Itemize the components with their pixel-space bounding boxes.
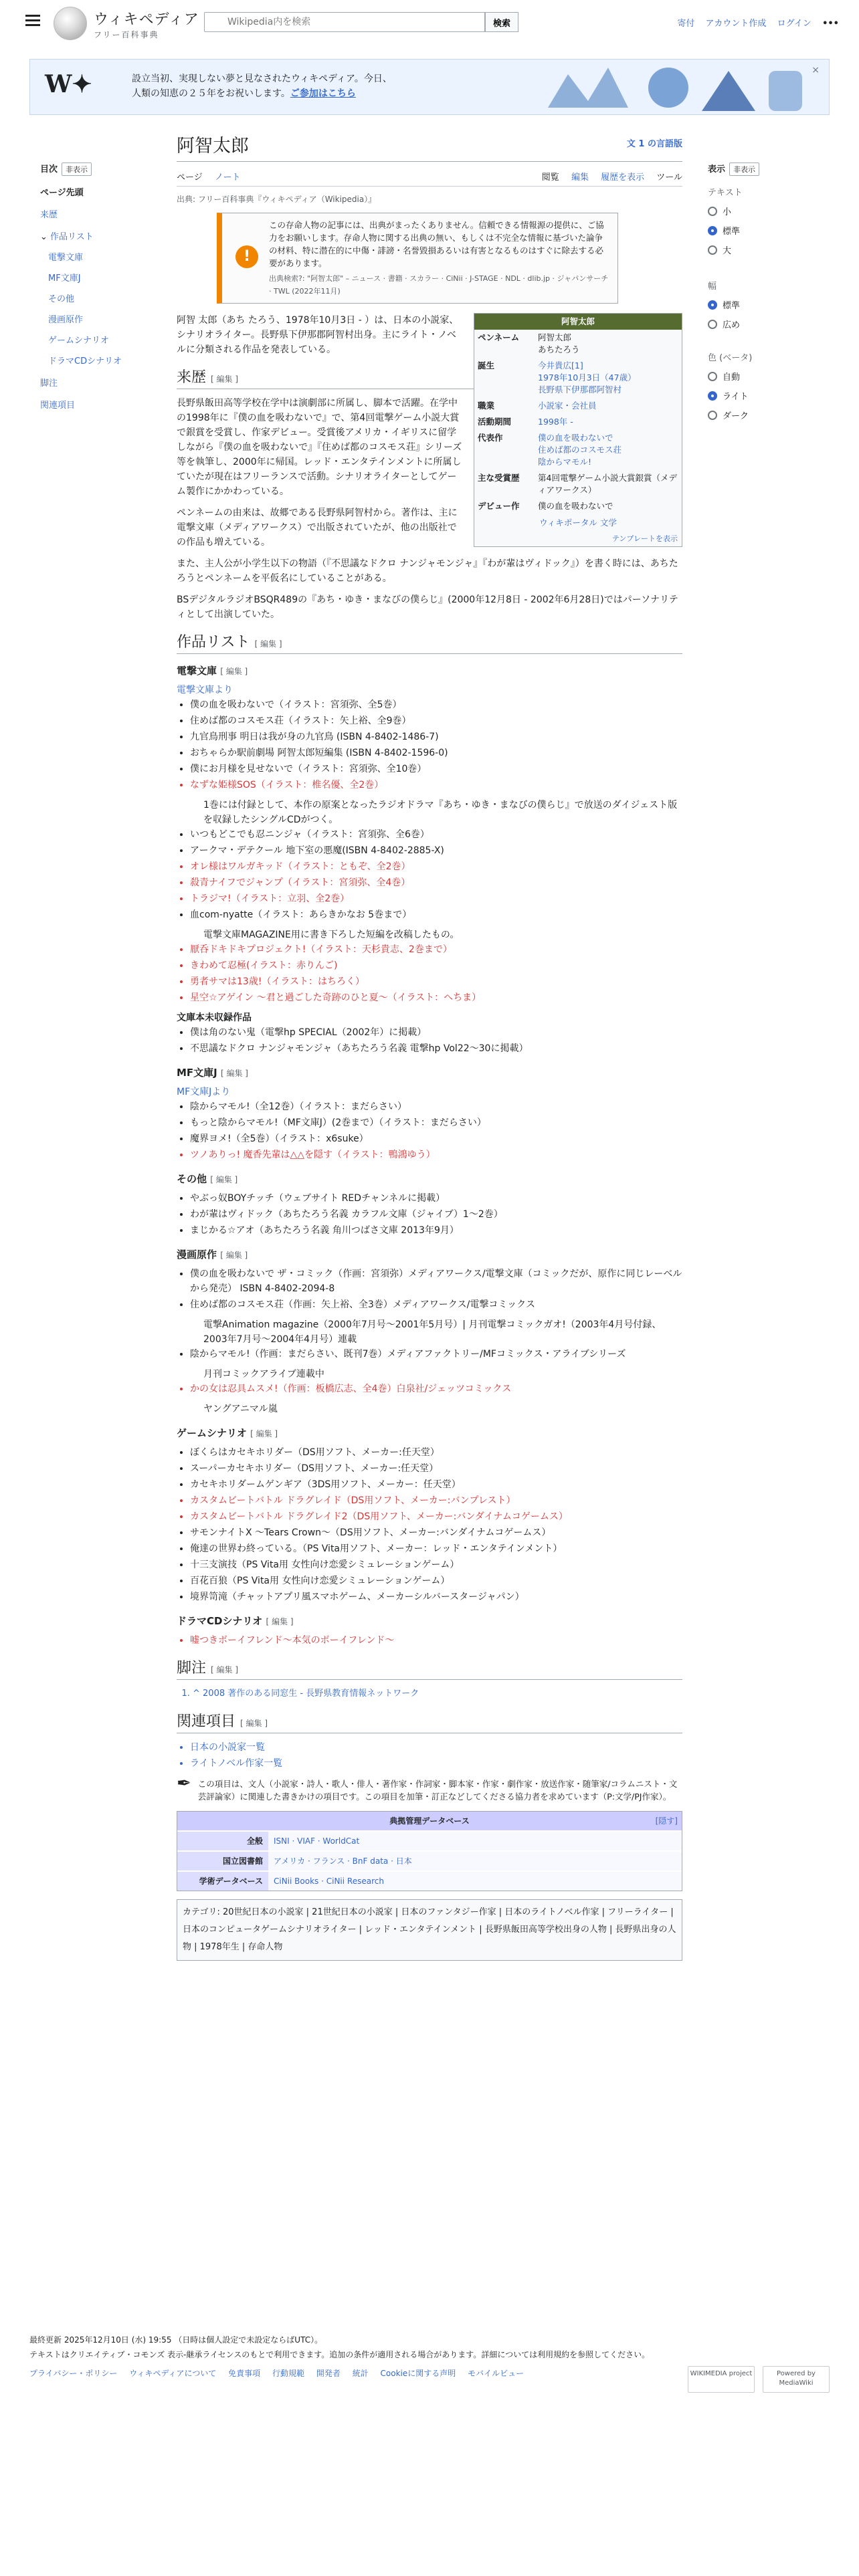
footer-link[interactable]: 行動規範 [272,2369,305,2378]
quill-icon: ✒ [177,1774,191,1794]
search-box [204,12,518,32]
list-item[interactable]: • まじかる☆アオ（あちたろう名義 角川つばさ文庫 2013年9月） [190,1223,682,1238]
list-note: 月刊コミックアライブ連載中 [203,1369,324,1380]
list-item[interactable]: • 星空☆アゲイン 〜君と過ごした奇跡のひと夏〜（イラスト：へちま） [190,990,682,1005]
history-heading: 来歴 [ 編集 ] [177,370,682,389]
wikimedia-badge[interactable]: WIKIMEDIA project [688,2366,755,2393]
toc-item-other[interactable]: その他 [48,294,75,304]
tab-page[interactable]: ページ [177,173,203,183]
source-line: 出典: フリー百科事典『ウィキペディア（Wikipedia）』 [177,195,377,204]
list-item[interactable]: • アークマ・デテクール 地下室の悪魔(ISBN 4-8402-2885-X) [190,843,682,858]
footer-link[interactable]: Cookieに関する声明 [380,2369,456,2378]
toc-item-manga[interactable]: 漫画原作 [48,315,84,325]
toc-item-top[interactable]: ページ先頭 [40,188,84,198]
page-tabs [177,167,682,187]
list-item[interactable]: • 陰からマモル!（全12巻）（イラスト：まだらさい） [190,1099,682,1114]
text-size-large[interactable]: 大 [708,243,842,256]
toc-item-notes[interactable]: 脚注 [40,379,58,389]
infobox-row: 活動期間 1998年 - [478,417,573,427]
ambox-text: この存命人物の記事には、出典がまったくありません。信頼できる情報源の提供に、ご協力をお願いします。存命人物に関する出典の無い、もしくは不完全な情報に基づいた論争の材料、特に潜在的に中傷・誹謗・名誉毀損あるいは有害となるものはすぐに除去する必要があります。 [269,220,604,268]
width-wide[interactable]: 広め [708,318,842,330]
footnote[interactable]: 1. ^ 2008 著作のある同窓生 - 長野県教育情報ネットワーク [193,1687,682,1701]
table-of-contents [40,162,134,411]
text-size-standard[interactable]: 標準 [708,224,842,237]
toc-item-game[interactable]: ゲームシナリオ [48,336,109,346]
list-item[interactable]: • 僕にお月様を見せないで（イラスト：宮須弥、全10巻） [190,762,682,776]
wikipedia-logo[interactable] [54,7,87,40]
list-note: ヤングアニマル嵐 [203,1404,278,1414]
list-item[interactable]: • なずな姫様SOS（イラスト：椎名優、全2巻） [190,778,682,792]
drama-list [190,1633,682,1648]
header [0,0,859,45]
tab-talk[interactable]: ノート [214,173,241,183]
toc-item-mf[interactable]: MF文庫J [48,274,81,284]
login-link[interactable]: ログイン [777,19,812,29]
banner-artwork [528,61,822,114]
authority-control [177,1811,682,1891]
wikipedia-25-logo: W✦ [45,70,92,98]
anniversary-banner [29,59,830,115]
color-dark[interactable]: ダーク [708,409,842,421]
list-item[interactable]: • 僕の血を吸わないで ザ・コミック（作画：宮須弥）メディアワークス/電撃文庫（コミックだが、原作に同じレーベルから発売） ISBN 4-8402-2094-8 [190,1267,682,1296]
list-item[interactable]: • 厭呑ドキドキプロジェクト!（イラスト：天杉貴志、2巻まで） [190,942,682,957]
list-item[interactable]: • スーパーカセキホリダー（DS用ソフト、メーカー:任天堂） [190,1461,682,1476]
tab-tools[interactable]: ツール [656,173,682,183]
banner-close-icon[interactable]: × [812,65,820,76]
toc-item-dengeki[interactable]: 電撃文庫 [48,253,84,263]
list-item[interactable]: • 殺青ナイフでジャンプ（イラスト：宮須弥、全4巻） [190,875,682,890]
width-standard[interactable]: 標準 [708,298,842,311]
list-item: • 百花百狼（PS Vita用 女性向け恋愛シミュレーションゲーム） [190,1574,682,1588]
list-item: • 僕は角のない鬼（電撃hp SPECIAL（2002年）に掲載） [190,1025,682,1040]
edit-link[interactable]: [ 編集 ] [211,374,239,384]
footer [29,2333,830,2387]
list-item[interactable]: • いつもどこでも忍ニンジャ（イラスト：宮須弥、全6巻） [190,827,682,842]
logo-title: ウィキペディア [94,11,199,28]
list-item[interactable]: • 俺達の世界わ終っている。（PS Vita用ソフト、メーカー：レッド・エンタテインメント） [190,1541,682,1556]
footer-link[interactable]: ウィキペディアについて [129,2369,217,2378]
infobox [474,313,682,547]
ambox-search-links[interactable]: 出典検索?: "阿智太郎" – ニュース · 書籍 · スカラー · CiNii · J-STAGE · NDL · dlib.jp · ジャパンサーチ · TWL (2022年11月) [269,274,609,296]
list-item[interactable]: • きわめて忍極(イラスト：赤りんご) [190,958,682,973]
mf-from: MF文庫Jより [177,1087,231,1097]
footer-link[interactable]: モバイルビュー [468,2369,524,2378]
edit-link[interactable]: [ 編集 ] [211,1665,239,1675]
infobox-row: 誕生 今井貴広[1] 1978年10月3日（47歳） 長野県下伊那郡阿智村 [478,360,636,395]
dengeki-list [190,697,682,792]
appearance-panel [708,162,842,421]
drama-heading: ドラマCDシナリオ [ 編集 ] [177,1615,294,1627]
authority-row: 学術データベース CiNii Books · CiNii Research [177,1871,682,1891]
list-item[interactable]: • ライトノベル作家一覧 [190,1756,682,1771]
chevron-down-icon[interactable]: ⌄ [40,232,51,242]
infobox-row: 代表作 僕の血を吸わないで 住めば都のコスモス荘 陰からマモル! [478,433,622,467]
works-heading: 作品リスト [ 編集 ] [177,635,682,654]
logo-subtitle: フリー百科事典 [94,30,159,39]
list-item[interactable]: • トラジマ!（イラスト：立羽、全2巻） [190,891,682,906]
dengeki-list-2 [190,827,682,922]
list-item[interactable]: • かの女は忍具ムスメ!（作画：板橋広志、全4巻）白泉社/ジェッツコミックス [190,1382,682,1396]
edit-link[interactable]: [ 編集 ] [221,1069,248,1078]
notes-list [193,1687,682,1701]
list-item[interactable]: • もっと陰からマモル!（MF文庫J）(2巻まで）（イラスト：まだらさい） [190,1115,682,1130]
list-item[interactable]: • 嘘つきボーイフレンド〜本気のボーイフレンド〜 [190,1633,682,1648]
list-item[interactable]: • おちゃらか駅前劇場 阿智太郎短編集 (ISBN 4-8402-1596-0) [190,746,682,760]
list-item[interactable]: • カスタムビートバトル ドラグレイド（DS用ソフト、メーカー:バンプレスト） [190,1493,682,1508]
footer-link[interactable]: プライバシー・ポリシー [29,2369,118,2378]
edit-link[interactable]: [ 編集 ] [266,1617,294,1626]
toc-header: 目次 非表示 [40,162,134,176]
create-account-link[interactable]: アカウント作成 [705,19,767,29]
mediawiki-badge[interactable]: Powered by MediaWiki [763,2366,830,2393]
mf-heading: MF文庫J [ 編集 ] [177,1067,248,1079]
unpublished-heading: 文庫本未収録作品 [177,1012,252,1023]
toc-item-dramacd[interactable]: ドラマCDシナリオ [48,356,122,366]
more-tools-icon[interactable]: ••• [822,19,839,29]
banner-line-2: 人類の知恵の２５年をお祝いします。 [132,88,290,99]
infobox-title: 阿智太郎 [474,314,682,330]
list-item[interactable]: • やぶっ奴BOYチッチ（ウェブサイト REDチャンネルに掲載） [190,1191,682,1206]
list-item[interactable]: • 住めば都のコスモス荘（作画：矢上裕、全3巻）メディアワークス/電撃コミックス [190,1297,682,1312]
list-item[interactable]: • 九官鳥刑事 明日は我が身の九官鳥 (ISBN 4-8402-1486-7) [190,730,682,744]
list-note: 電撃Animation magazine（2000年7月号〜2001年5月号）| 月刊電撃コミックガオ!（2003年4月号付録、2003年7月号〜2004年4月号）連載 [203,1319,662,1345]
manga-list-3 [190,1382,682,1396]
main-content [177,131,682,1961]
other-list [190,1191,682,1238]
stub-notice [177,1774,682,1803]
appearance-hide-button[interactable]: 非表示 [729,163,759,176]
tab-edit[interactable]: 編集 [571,173,589,183]
list-item[interactable]: • 住めば都のコスモス荘（イラスト：矢上裕、全9巻） [190,714,682,728]
page-title: 阿智太郎 文 1 の言語版 [177,131,682,162]
infobox-row: デビュー作 僕の血を吸わないで [478,501,613,511]
list-item[interactable]: • サモンナイトX 〜Tears Crown〜（DS用ソフト、メーカー:バンダイナムコゲームス） [190,1525,682,1540]
list-item[interactable]: • 勇者サマは13歳!（イラスト：はちろく） [190,974,682,989]
text-size-small[interactable]: 小 [708,205,842,217]
footer-link[interactable]: 開発者 [316,2369,341,2378]
color-label: 色 (ベータ) [708,353,753,363]
edit-link[interactable]: [ 編集 ] [240,1719,268,1728]
list-item[interactable]: • 僕の血を吸わないで（イラスト：宮須弥、全5巻） [190,697,682,712]
edit-link[interactable]: [ 編集 ] [220,1251,248,1260]
manga-list [190,1267,682,1312]
history-paragraph: BSデジタルラジオBSQR489の『あち・ゆき・まなびの僕らじ』(2000年12月8日 - 2002年6月28日)ではパーソナリティとして出演していた。 [177,595,678,620]
list-note: 電撃文庫MAGAZINE用に書き下ろした短編を改稿したもの。 [203,930,460,940]
manga-list-2 [190,1347,682,1362]
related-list [190,1740,682,1771]
color-auto[interactable]: 自動 [708,370,842,383]
search-input[interactable] [204,12,485,32]
edit-link[interactable]: [ 編集 ] [210,1175,238,1184]
appearance-header: 表示 非表示 [708,162,842,176]
infobox-row: ペンネーム 阿智太郎 あちたろう [478,332,580,354]
main-menu-icon[interactable] [25,15,40,27]
unpublished-list [190,1025,682,1056]
related-heading: 関連項目 [ 編集 ] [177,1715,682,1733]
portal-link[interactable]: ウィキポータル 文学 [539,518,617,528]
categories-box[interactable]: カテゴリ: 20世紀日本の小説家 | 21世紀日本の小説家 | 日本のファンタジー作家 | 日本のライトノベル作家 | フリーライター | 日本のコンピュータゲームシナリオライター | レッド・エンタテインメント | 長野県飯田高等学校出身の人物 | 長野県出身の人物 | 1978年生 | 存命人物 [177,1899,682,1961]
footer-link[interactable]: 統計 [352,2369,369,2378]
last-updated: 最終更新 2025年12月10日 (水) 19:55 （日時は個人設定で未設定ならばUTC）。 [29,2335,323,2345]
tab-history[interactable]: 履歴を表示 [601,173,645,183]
dengeki-from: 電撃文庫より [177,685,233,695]
personal-tools [669,16,839,29]
list-item: • 境界笥滝（チャットアプリ風スマホゲーム、メーカーシルバースタージャパン） [190,1590,682,1604]
list-item[interactable]: • ツノありっ! 魔香先輩は△△を隠す（イラスト：鴨鴻ゆう） [190,1148,682,1162]
toc-item-works[interactable]: 作品リスト [50,232,94,242]
banner-link[interactable]: ご参加はこちら [290,88,356,99]
intro-paragraph: 阿智 太郎（あち たろう、1978年10月3日 - ）は、日本の小説家、シナリオライター。長野県下伊那郡阿智村出身。主にライト・ノベルに分類される作品を発表している。 [177,315,459,355]
footer-link[interactable]: 免責事項 [228,2369,261,2378]
authority-title: 典拠管理データベース [隠す] [177,1812,682,1830]
history-paragraph: 長野県飯田高等学校在学中は演劇部に所属し、脚本で活躍。在学中の1998年に『僕の血を吸わないで』で、第4回電撃ゲーム小説大賞で銀賞を受賞し、作家デビュー。受賞後アメリカ・イギリスに留学しながら『僕の血を吸わないで』『住めば都のコスモス荘』シリーズ等を執筆し、2000年に帰国。レッド・エンタテインメントに所属していたが現在はフリーランスで活動。シナリオライターとしてゲーム製作にかかわっている。 [177,398,462,497]
list-item[interactable]: • 陰からマモル!（作画：まだらさい、既刊7巻）メディアファクトリー/MFコミックス・アライブシリーズ [190,1347,682,1362]
license-text: テキストはクリエイティブ・コモンズ 表示-継承ライセンスのもとで利用できます。追加の条件が適用される場合があります。詳細については利用規約を参照してください。 [29,2350,650,2359]
donate-link[interactable]: 寄付 [677,19,695,29]
width-label: 幅 [708,282,717,292]
article-body [177,313,682,1961]
edit-link[interactable]: [ 編集 ] [250,1429,278,1438]
list-item[interactable]: • ぼくらはカセキホリダー（DS用ソフト、メーカー:任天堂） [190,1445,682,1460]
list-item[interactable]: • 日本の小説家一覧 [190,1740,682,1755]
authority-row: 全般 ISNI · VIAF · WorldCat [177,1831,682,1851]
notes-heading: 脚注 [ 編集 ] [177,1661,682,1680]
toc-item-related[interactable]: 関連項目 [40,401,76,411]
banner-text [132,72,392,101]
other-heading: その他 [ 編集 ] [177,1173,238,1185]
authority-hide-link[interactable]: [隠す] [655,1816,678,1826]
toc-hide-button[interactable]: 非表示 [62,163,92,176]
template-link[interactable]: テンプレートを表示 [611,534,678,543]
edit-link[interactable]: [ 編集 ] [220,667,248,676]
edit-link[interactable]: [ 編集 ] [254,639,282,649]
stub-text: この項目は、文人（小説家・詩人・歌人・俳人・著作家・作詞家・脚本家・作家・劇作家・放送作家・随筆家/コラムニスト・文芸評論家）に関連した書きかけの項目です。この項目を加筆・訂正などしてくださる協力者を求めています（P:文学/PJ作家）。 [197,1779,678,1802]
list-item[interactable]: • カスタムビートバトル ドラグレイド2（DS用ソフト、メーカー:バンダイナムコゲームス） [190,1509,682,1524]
warning-icon: ! [235,245,258,268]
list-item[interactable]: • 血com-nyatte（イラスト：あらきかなお 5巻まで） [190,907,682,922]
dengeki-list-3 [190,942,682,1005]
mf-list [190,1099,682,1162]
list-note: 1巻には付録として、本作の原案となったラジオドラマ『あち・ゆき・まなびの僕らじ』で放送のダイジェスト版を収録したシングルCDがつく。 [203,800,678,825]
list-item[interactable]: • オレ様はワルガキッド（イラスト：ともぞ、全2巻） [190,859,682,874]
list-item[interactable]: • カセキホリダームゲンギア（3DS用ソフト、メーカー：任天堂） [190,1477,682,1492]
color-light[interactable]: ライト [708,389,842,402]
search-button[interactable]: 検索 [485,12,518,32]
history-paragraph: ペンネームの由来は、故郷である長野県阿智村から。著作は、主に電撃文庫（メディアワークス）で出版されていたが、他の出版社での作品も増えている。 [177,508,458,548]
language-button[interactable]: 文 1 の言語版 [626,139,682,149]
toc-item-history[interactable]: 来歴 [40,210,58,220]
list-item[interactable]: • わが輩はヴィドック（あちたろう名義 カラフル文庫（ジャイブ）1〜2巻） [190,1207,682,1222]
list-item[interactable]: • 魔界ヨメ!（全5巻）（イラスト：x6suke） [190,1132,682,1146]
infobox-row: 主な受賞歴 第4回電撃ゲーム小説大賞銀賞（メディアワークス） [478,473,677,495]
logo-text[interactable] [94,8,199,40]
infobox-row: 職業 小説家・会社員 [478,401,597,411]
citation-needed-box [217,213,618,304]
game-list [190,1445,682,1604]
manga-heading: 漫画原作 [ 編集 ] [177,1249,248,1261]
list-item: • 十三支演技（PS Vita用 女性向け恋愛シミュレーションゲーム） [190,1558,682,1572]
list-item: • 不思議なドクロ ナンジャモンジャ（あちたろう名義 電撃hp Vol22〜30に掲載） [190,1041,682,1056]
banner-line-1: 設立当初、実現しない夢と見なされたウィキペディア。今日、 [132,74,392,84]
authority-row: 国立図書館 アメリカ · フランス · BnF data · 日本 [177,1851,682,1871]
dengeki-heading: 電撃文庫 [ 編集 ] [177,665,248,677]
text-size-label: テキスト [708,188,743,198]
game-heading: ゲームシナリオ [ 編集 ] [177,1427,278,1439]
history-paragraph: また、主人公が小学生以下の物語（『不思議なドクロ ナンジャモンジャ』『わが輩はヴィドック』）を書く時には、あちたろうとペンネームを平仮名にしていることがある。 [177,558,678,584]
tab-read[interactable]: 閲覧 [541,173,559,183]
